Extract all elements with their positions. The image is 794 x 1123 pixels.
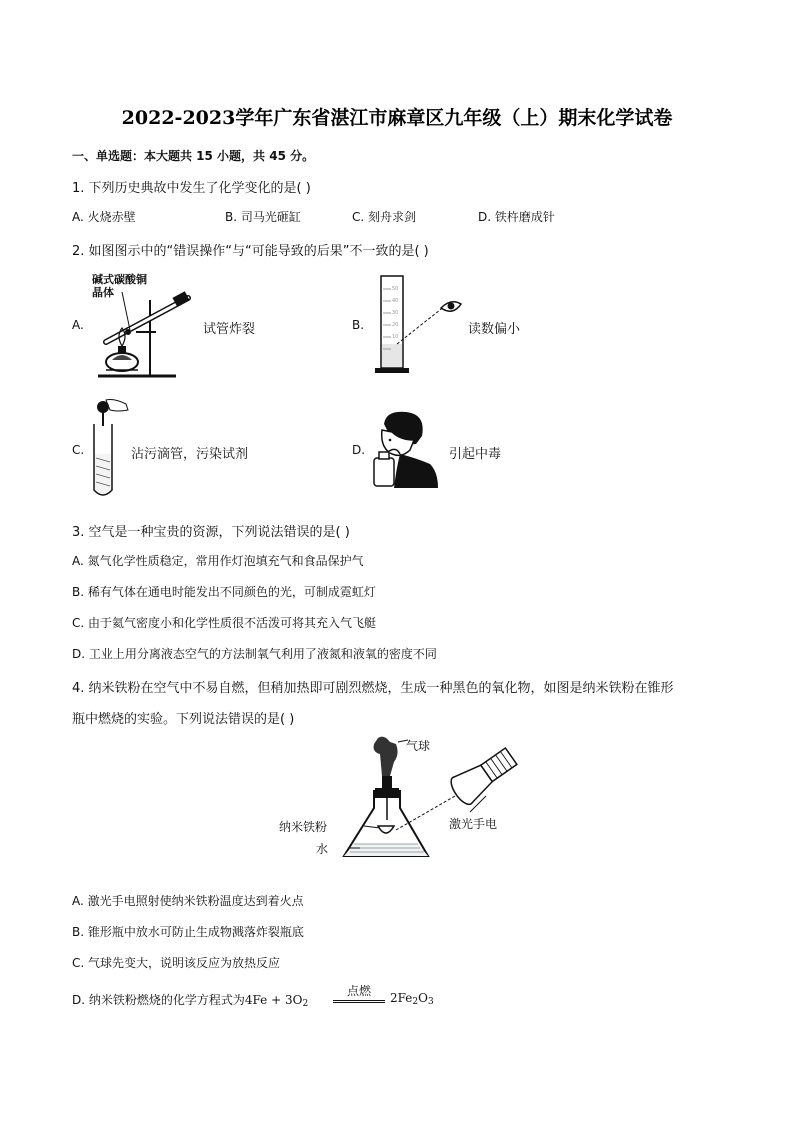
q2-option-d-result: 引起中毒	[449, 447, 502, 462]
equation-arrow-line	[333, 1002, 385, 1003]
figure-q4-laser-label: 激光手电	[449, 817, 498, 831]
q1-stem: 1. 下列历史典故中发生了化学变化的是( )	[72, 181, 311, 196]
q4-option-d-prefix: D. 纳米铁粉燃烧的化学方程式为	[72, 993, 245, 1007]
svg-text:30: 30	[392, 310, 399, 316]
equation-condition: 点燃	[333, 982, 385, 1001]
q1-option-d[interactable]: D. 铁杵磨成针	[478, 210, 555, 224]
figure-c-dropper-illustration	[90, 398, 132, 500]
figure-b-cylinder-illustration	[373, 274, 468, 376]
q4-option-c[interactable]: C. 气球先变大，说明该反应为放热反应	[72, 956, 281, 970]
q2-option-c-letter[interactable]: C.	[72, 443, 85, 457]
svg-text:50: 50	[392, 286, 399, 292]
svg-text:20: 20	[392, 322, 399, 328]
q4-option-b[interactable]: B. 锥形瓶中放水可防止生成物溅落炸裂瓶底	[72, 925, 304, 939]
svg-text:10: 10	[392, 334, 399, 340]
q1-option-b[interactable]: B. 司马光砸缸	[225, 210, 301, 224]
q2-option-b-letter[interactable]: B.	[352, 318, 365, 332]
q4-stem-line1: 4. 纳米铁粉在空气中不易自燃，但稍加热即可剧烈燃烧，生成一种黑色的氧化物，如图是纳米铁粉在锥形	[72, 681, 674, 696]
q2-option-c-result: 沾污滴管，污染试剂	[131, 447, 249, 462]
figure-a-heating-illustration	[88, 270, 198, 380]
q4-stem-line2: 瓶中燃烧的实验。下列说法错误的是( )	[72, 712, 295, 727]
figure-a-label: 碱式碳酸铜晶体	[92, 273, 147, 299]
q3-option-d[interactable]: D. 工业上用分离液态空气的方法制氧气利用了液氮和液氧的密度不同	[72, 647, 437, 661]
figure-q4-powder-label: 纳米铁粉	[279, 820, 328, 834]
page-title: 2022-2023学年广东省湛江市麻章区九年级（上）期末化学试卷	[121, 107, 673, 129]
q1-option-c[interactable]: C. 刻舟求剑	[352, 210, 417, 224]
q3-option-a[interactable]: A. 氮气化学性质稳定，常用作灯泡填充气和食品保护气	[72, 554, 364, 568]
q2-option-d-letter[interactable]: D.	[352, 443, 366, 457]
figure-d-smelling-illustration	[370, 410, 440, 488]
figure-q4-flask-illustration	[320, 732, 520, 864]
q2-option-a-result: 试管炸裂	[203, 322, 256, 337]
equation-reactants: $4Fe + 3O_2$	[244, 993, 309, 1009]
q2-option-b-result: 读数偏小	[468, 322, 521, 337]
q4-option-a[interactable]: A. 激光手电照射使纳米铁粉温度达到着火点	[72, 894, 304, 908]
figure-q4-water-label: 水	[316, 842, 329, 856]
q3-option-b[interactable]: B. 稀有气体在通电时能发出不同颜色的光，可制成霓虹灯	[72, 585, 376, 599]
q2-option-a-letter[interactable]: A.	[72, 318, 84, 332]
q3-stem: 3. 空气是一种宝贵的资源，下列说法错误的是( )	[72, 525, 350, 540]
q4-option-d[interactable]	[72, 991, 308, 1009]
section-heading: 一、单选题：本大题共 15 小题，共 45 分。	[72, 149, 315, 163]
figure-q4-balloon-label: 气球	[406, 739, 431, 753]
equation-products: $2Fe_2O_3$	[390, 991, 434, 1007]
q2-stem: 2. 如图图示中的“错误操作“与“可能导致的后果”不一致的是( )	[72, 244, 429, 259]
q3-option-c[interactable]: C. 由于氦气密度小和化学性质很不活泼可将其充入气飞艇	[72, 616, 377, 630]
q1-option-a[interactable]: A. 火烧赤壁	[72, 210, 136, 224]
svg-text:40: 40	[392, 298, 399, 304]
